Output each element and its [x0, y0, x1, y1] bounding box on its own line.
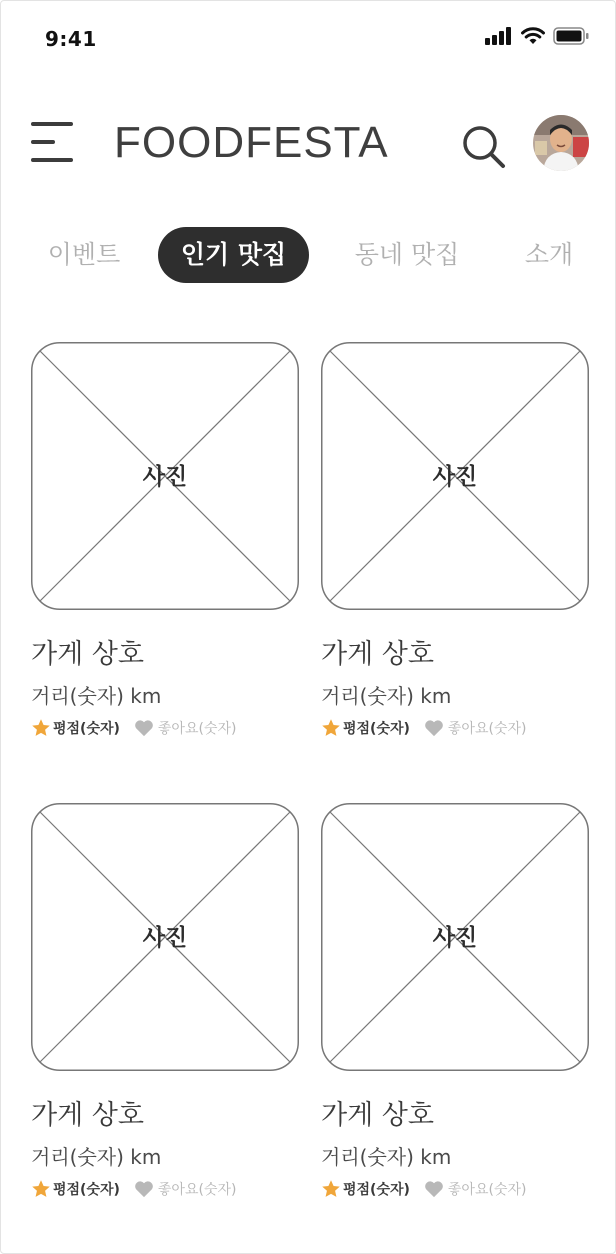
heart-icon[interactable]	[424, 1180, 444, 1198]
like-count: 좋아요(숫자)	[447, 1182, 527, 1198]
hamburger-icon-line	[31, 140, 55, 144]
wifi-icon	[521, 27, 545, 45]
star-icon	[31, 1179, 51, 1199]
like-count: 좋아요(숫자)	[447, 721, 527, 737]
store-distance: 거리(숫자) km	[321, 684, 452, 708]
app-title: FOODFESTA	[114, 118, 389, 167]
like-count: 좋아요(숫자)	[157, 1182, 237, 1198]
rating-value: 평점(숫자)	[53, 1182, 120, 1198]
rating-value: 평점(숫자)	[343, 1182, 410, 1198]
search-icon	[460, 123, 508, 171]
photo-placeholder	[321, 803, 589, 1071]
store-meta	[31, 718, 236, 738]
tab-local-restaurants[interactable]: 동네 맛집	[354, 240, 460, 269]
like-count: 좋아요(숫자)	[157, 721, 237, 737]
photo-label: 사진	[142, 464, 188, 490]
star-icon	[31, 718, 51, 738]
store-name[interactable]: 가게 상호	[321, 1100, 434, 1131]
tab-about[interactable]: 소개	[524, 240, 574, 269]
photo-label: 사진	[432, 925, 478, 951]
hamburger-icon-line	[31, 158, 73, 162]
store-name[interactable]: 가게 상호	[31, 639, 144, 670]
rating-value: 평점(숫자)	[53, 721, 120, 737]
search-button[interactable]	[460, 123, 508, 171]
tab-event[interactable]: 이벤트	[47, 240, 121, 269]
store-name[interactable]: 가게 상호	[31, 1100, 144, 1131]
tab-popular-restaurants[interactable]: 인기 맛집	[158, 227, 309, 283]
store-distance: 거리(숫자) km	[321, 1145, 452, 1169]
store-meta	[31, 1179, 236, 1199]
status-time: 9:41	[45, 27, 97, 51]
photo-placeholder	[31, 342, 299, 610]
photo-placeholder	[31, 803, 299, 1071]
store-distance: 거리(숫자) km	[31, 1145, 162, 1169]
star-icon	[321, 718, 341, 738]
heart-icon[interactable]	[134, 719, 154, 737]
status-icons	[485, 27, 589, 45]
menu-button[interactable]	[31, 122, 73, 162]
battery-icon	[553, 27, 589, 45]
photo-label: 사진	[142, 925, 188, 951]
store-meta	[321, 718, 526, 738]
hamburger-icon	[31, 122, 73, 126]
star-icon	[321, 1179, 341, 1199]
store-name[interactable]: 가게 상호	[321, 639, 434, 670]
heart-icon[interactable]	[424, 719, 444, 737]
cellular-signal-icon	[485, 27, 513, 45]
photo-placeholder	[321, 342, 589, 610]
store-meta	[321, 1179, 526, 1199]
rating-value: 평점(숫자)	[343, 721, 410, 737]
avatar-photo	[533, 115, 589, 171]
store-distance: 거리(숫자) km	[31, 684, 162, 708]
user-avatar[interactable]	[533, 115, 589, 171]
photo-label: 사진	[432, 464, 478, 490]
heart-icon[interactable]	[134, 1180, 154, 1198]
